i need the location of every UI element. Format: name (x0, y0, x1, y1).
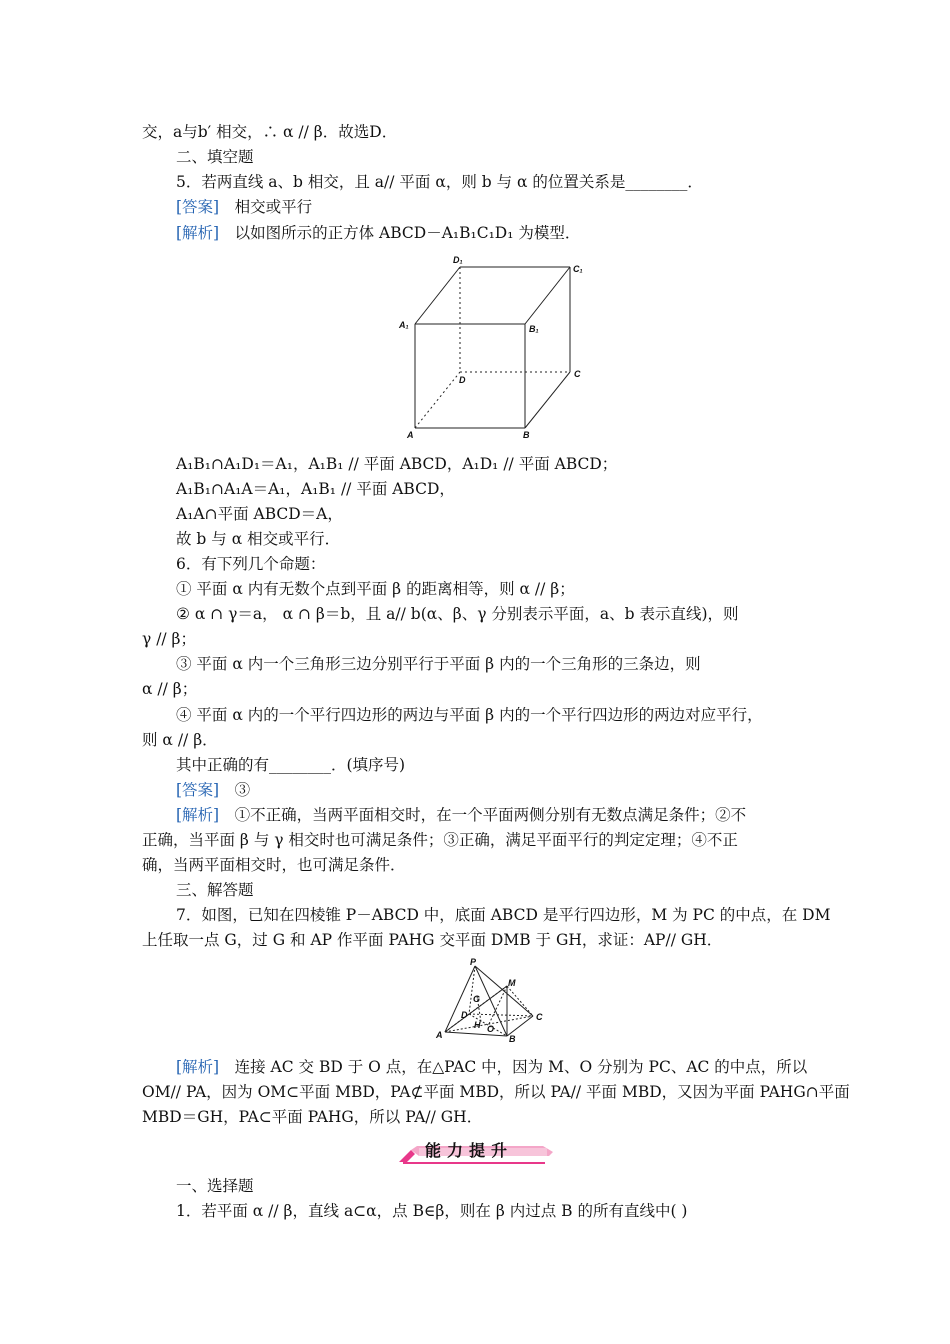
question-5: 5．若两直线 a、b 相交，且 a// 平面 α，则 b 与 α 的位置关系是________． (176, 173, 703, 191)
question-6: 6．有下列几个命题： (176, 555, 326, 573)
text-line: A₁A∩平面 ABCD＝A， (176, 505, 343, 523)
text-line: OM// PA，因为 OM⊂平面 MBD，PA⊄平面 MBD，所以 PA// 平面 MBD，又因为平面 PAHG∩平面 (142, 1083, 850, 1101)
answer-tag: [答案] (176, 198, 220, 216)
section-heading: 二、填空题 (176, 148, 254, 166)
pyramid-label-B: B (509, 1034, 516, 1044)
text-line: 确，当两平面相交时，也可满足条件． (142, 856, 406, 874)
text-line: 正确，当平面 β 与 γ 相交时也可满足条件；③正确，满足平面平行的判定定理；④不正 (142, 831, 738, 849)
analysis-tag: [解析] (176, 806, 220, 824)
text-line: A₁B₁∩A₁D₁＝A₁，A₁B₁ // 平面 ABCD，A₁D₁ // 平面 ABCD； (176, 455, 618, 473)
analysis-line (176, 1055, 807, 1079)
cube-label-A1: A₁ (399, 320, 409, 330)
pyramid-label-G: G (473, 994, 481, 1004)
answer-text: ③ (234, 781, 251, 799)
text-line: 故 b 与 α 相交或平行． (176, 530, 341, 548)
question-1: 1．若平面 α // β，直线 a⊂α，点 B∈β，则在 β 内过点 B 的所有直线中( ) (176, 1202, 688, 1220)
section-heading: 三、解答题 (176, 881, 254, 899)
cube-label-D: D (459, 375, 466, 385)
analysis-text: 连接 AC 交 BD 于 O 点，在△PAC 中，因为 M、O 分别为 PC、AC 的中点，所以 (234, 1058, 808, 1076)
section-banner (393, 1136, 553, 1166)
proposition-3: ③ 平面 α 内一个三角形三边分别平行于平面 β 内的一个三角形的三条边，则 (176, 655, 701, 673)
pyramid-label-C: C (536, 1012, 543, 1022)
answer-text: 相交或平行 (234, 198, 313, 216)
text-line: MBD＝GH，PA⊂平面 PAHG，所以 PA// GH． (142, 1108, 483, 1126)
cube-label-B1: B₁ (529, 324, 539, 334)
proposition-2: ② α ∩ γ＝a， α ∩ β＝b，且 a// b(α、β、γ 分别表示平面，a、b 表示直线)，则 (176, 605, 739, 623)
text-line: 交，a与b′ 相交，∴ α // β．故选D． (142, 123, 398, 141)
proposition-4: ④ 平面 α 内的一个平行四边形的两边与平面 β 内的一个平行四边形的两边对应平行， (176, 706, 763, 724)
cube-label-C: C (574, 369, 581, 379)
pyramid-label-M: M (508, 978, 516, 988)
text-line: γ // β； (142, 630, 197, 648)
analysis-text: ①不正确，当两平面相交时，在一个平面两侧分别有无数点满足条件；②不 (234, 806, 747, 824)
text-line: A₁B₁∩A₁A＝A₁，A₁B₁ // 平面 ABCD， (176, 480, 455, 498)
section-heading: 一、选择题 (176, 1177, 254, 1195)
analysis-line (176, 221, 580, 245)
proposition-1: ① 平面 α 内有无数个点到平面 β 的距离相等，则 α // β； (176, 580, 575, 598)
cube-label-A: A (407, 430, 414, 440)
cube-figure (395, 252, 595, 442)
answer-tag: [答案] (176, 781, 220, 799)
answer-line (176, 778, 250, 802)
question-7: 7．如图，已知在四棱锥 P－ABCD 中，底面 ABCD 是平行四边形，M 为 PC 的中点，在 DM (176, 906, 831, 924)
banner-title: 能力提升 (425, 1141, 514, 1160)
text-line: 上任取一点 G，过 G 和 AP 作平面 PAHG 交平面 DMB 于 GH，求证：AP// GH． (142, 931, 723, 949)
text-line: α // β； (142, 680, 198, 698)
pyramid-label-D: D (461, 1010, 468, 1020)
analysis-tag: [解析] (176, 1058, 220, 1076)
pyramid-figure (433, 958, 553, 1044)
cube-label-D1: D₁ (453, 255, 463, 265)
cube-label-C1: C₁ (573, 264, 583, 274)
cube-label-B: B (523, 430, 530, 440)
text-line: 则 α // β． (142, 731, 218, 749)
analysis-line (176, 803, 746, 827)
pyramid-label-P: P (470, 958, 477, 967)
pyramid-label-H: H (474, 1020, 481, 1030)
answer-line (176, 195, 312, 219)
pyramid-label-A: A (436, 1030, 443, 1040)
text-line: 其中正确的有________．(填序号) (176, 756, 406, 774)
analysis-text: 以如图所示的正方体 ABCD－A₁B₁C₁D₁ 为模型． (234, 224, 581, 242)
analysis-tag: [解析] (176, 224, 220, 242)
pyramid-label-O: O (487, 1024, 495, 1034)
